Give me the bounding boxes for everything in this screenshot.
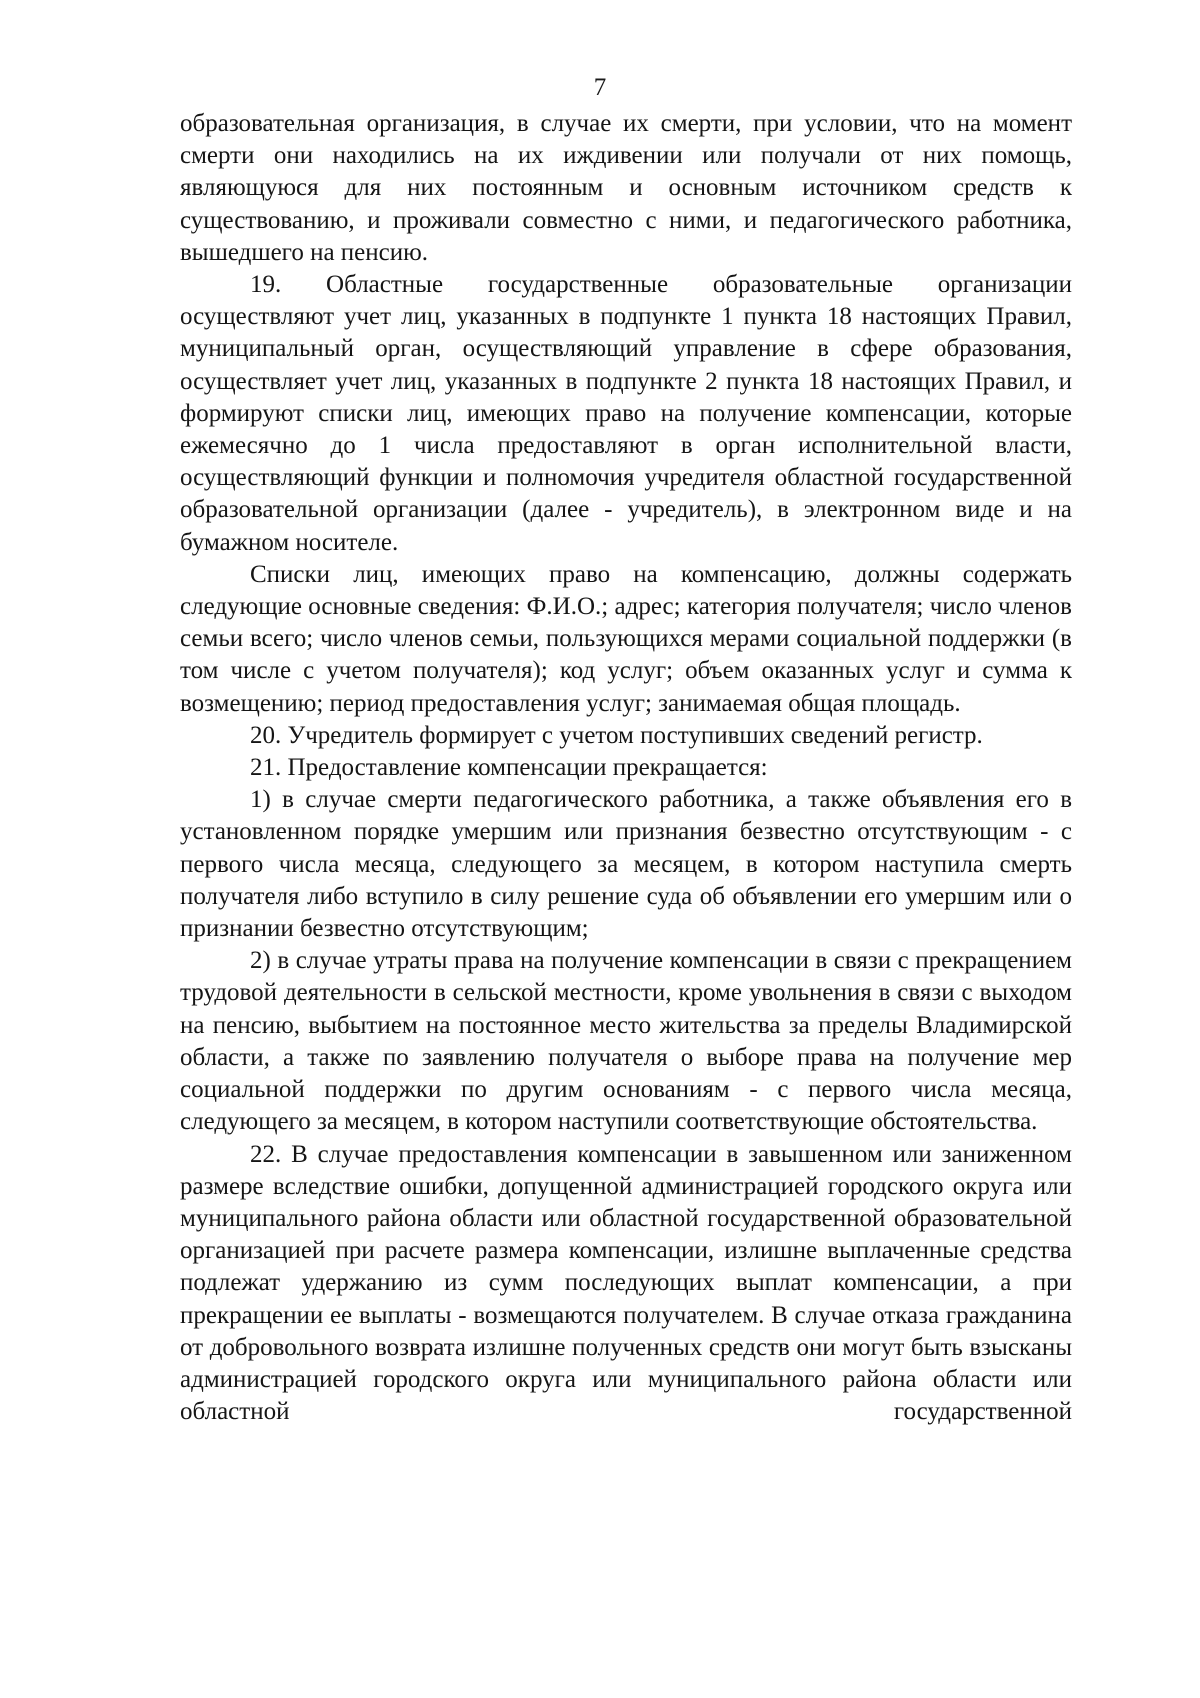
paragraph-19-lists: Списки лиц, имеющих право на компенсацию, должны содержать следующие основные сведения: Ф.И.О.; адрес; категория получателя; число членов семьи всего; число членов семьи, пользующихся мерами социальной поддержки (в том числе с учетом получателя); код услуг; объем оказанных услуг и сумма к возмещению; период предоставления услуг; занимаемая общая площадь. xyxy=(180,560,1072,717)
paragraph-22: 22. В случае предоставления компенсации в завышенном или заниженном размере вследствие ошибки, допущенной администрацией городского округа или муниципального района области или областной государственной образовательной организацией при расчете размера компенсации, излишне выплаченные средства подлежат удержанию из сумм последующих выплат компенсации, а при прекращении ее выплаты - возмещаются получателем. В случае отказа гражданина от добровольного возврата излишне полученных средств они могут быть взысканы администрацией городского округа или муниципального района области или областной государственной xyxy=(180,1140,1072,1426)
paragraph-19: 19. Областные государственные образовательные организации осуществляют учет лиц, указанных в подпункте 1 пункта 18 настоящих Правил, муниципальный орган, осуществляющий управление в сфере образования, осуществляет учет лиц, указанных в подпункте 2 пункта 18 настоящих Правил, и формируют списки лиц, имеющих право на получение компенсации, которые ежемесячно до 1 числа предоставляют в орган исполнительной власти, осуществляющий функции и полномочия учредителя областной государственной образовательной организации (далее - учредитель), в электронном виде и на бумажном носителе. xyxy=(180,271,1072,556)
paragraph-21-item-1: 1) в случае смерти педагогического работника, а также объявления его в установленном порядке умершим или признания безвестно отсутствующим - с первого числа месяца, следующего за месяцем, в котором наступила смерть получателя либо вступило в силу решение суда об объявлении его умершим или о признании безвестно отсутствующим; xyxy=(180,786,1072,943)
document-body xyxy=(180,108,1072,1428)
paragraph-21-item-2: 2) в случае утраты права на получение компенсации в связи с прекращением трудовой деятельности в сельской местности, кроме увольнения в связи с выходом на пенсию, выбытием на постоянное место жительства за пределы Владимирской области, а также по заявлению получателя о выборе права на получение мер социальной поддержки по другим основаниям - с первого числа месяца, следующего за месяцем, в котором наступили соответствующие обстоятельства. xyxy=(180,947,1072,1136)
paragraph-continuation: образовательная организация, в случае их смерти, при условии, что на момент смерти они находились на их иждивении или получали от них помощь, являющуюся для них постоянным и основным источником средств к существованию, и проживали совместно с ними, и педагогического работника, вышедшего на пенсию. xyxy=(180,110,1072,266)
paragraph-21: 21. Предоставление компенсации прекращается: xyxy=(250,754,768,782)
paragraph-20: 20. Учредитель формирует с учетом поступивших сведений регистр. xyxy=(250,721,983,749)
page-number: 7 xyxy=(593,74,607,101)
